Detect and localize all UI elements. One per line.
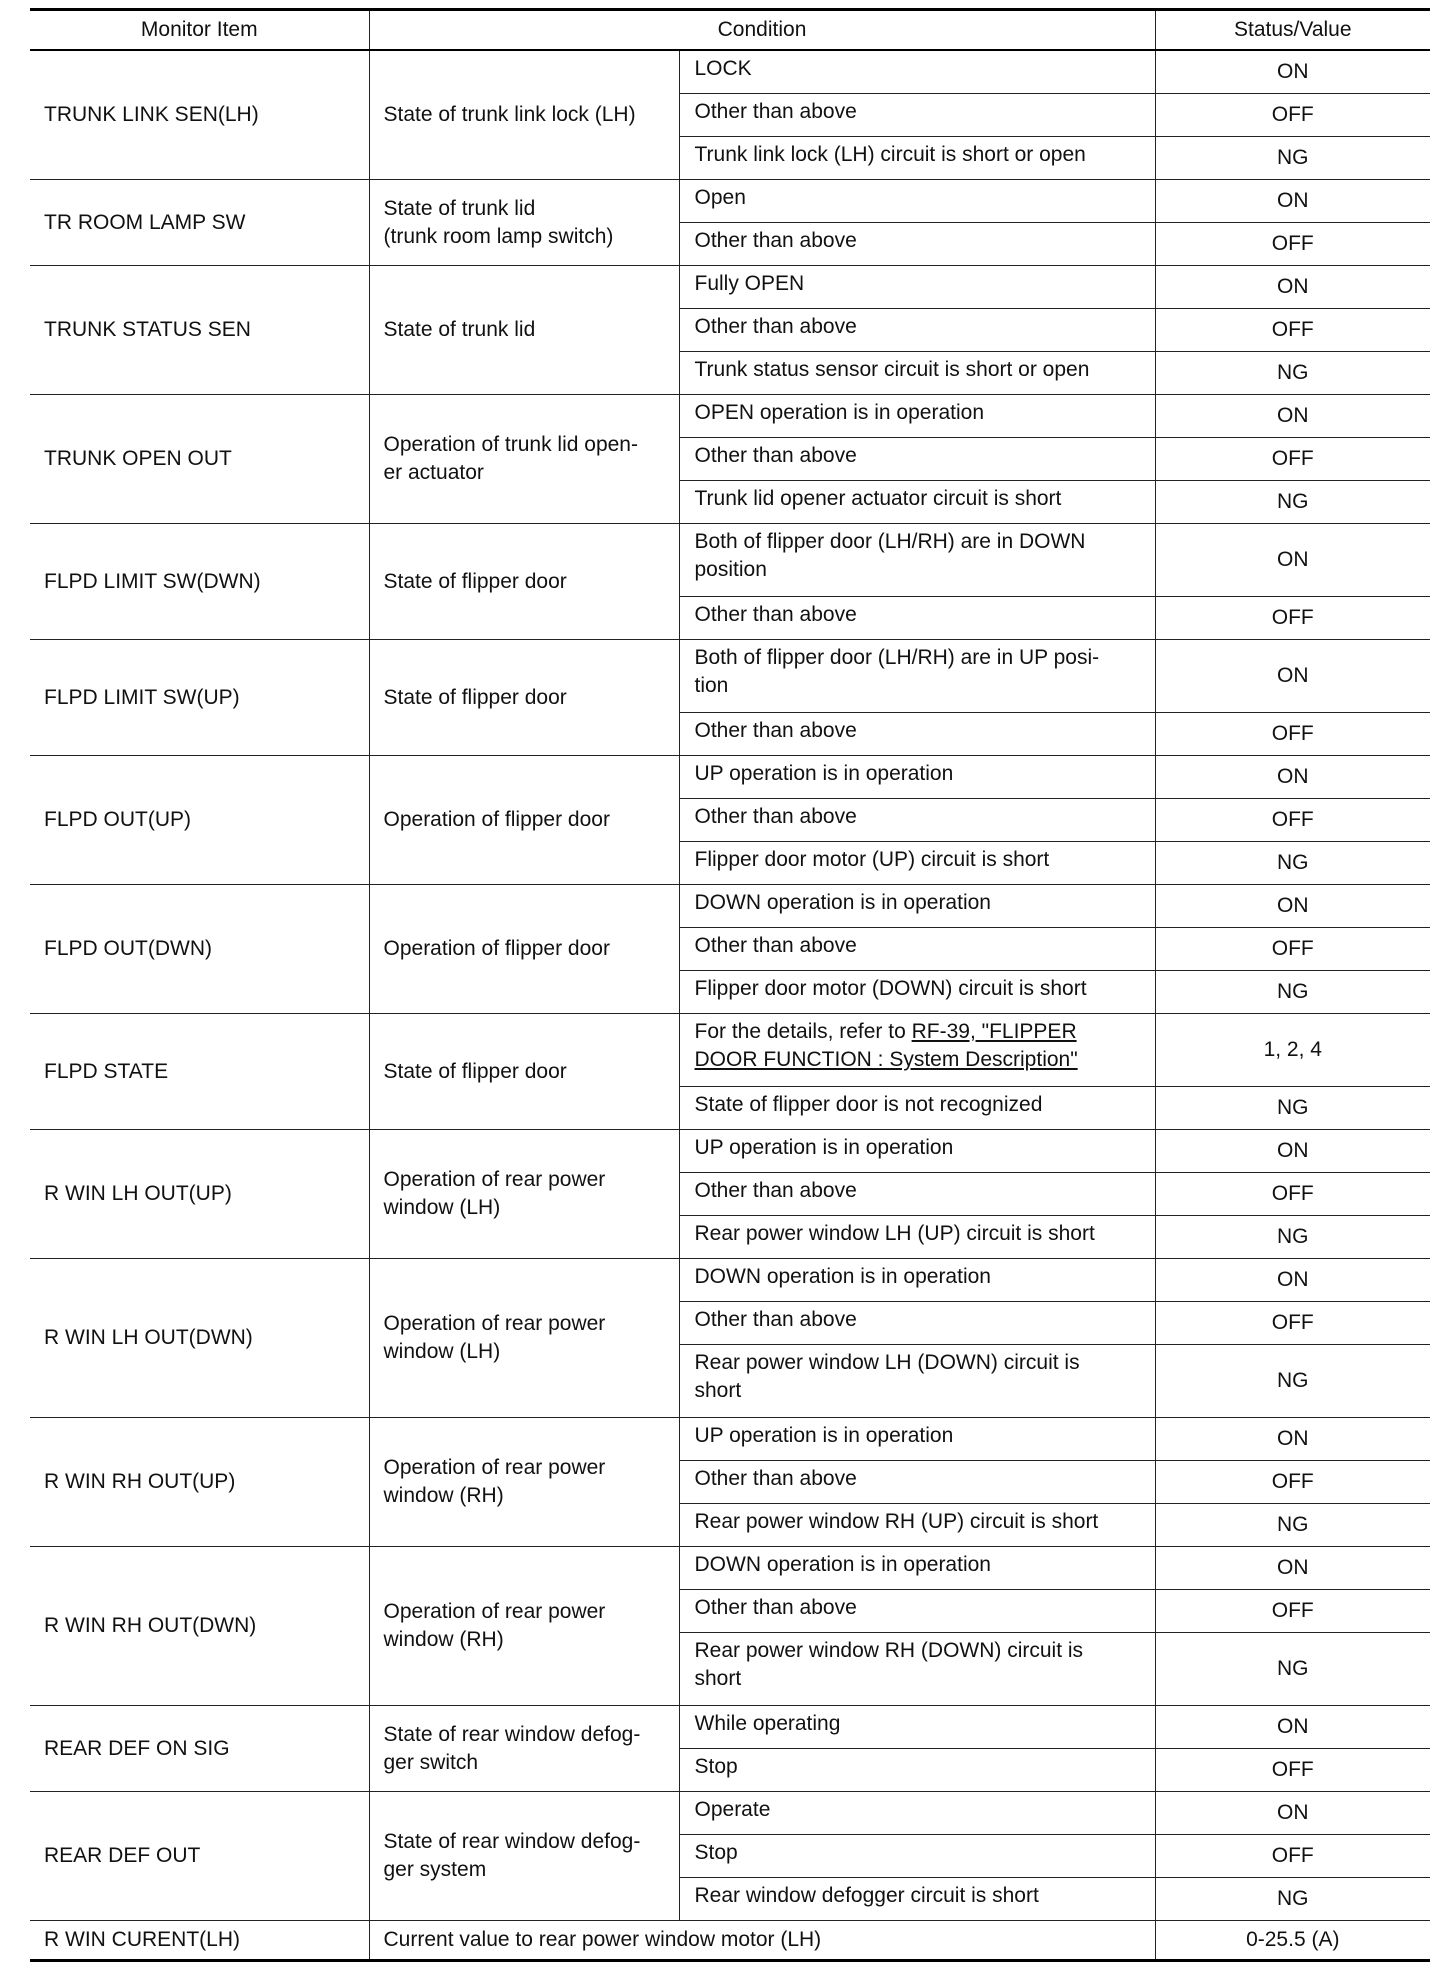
monitor-item-table	[30, 8, 1430, 1962]
condition-detail-cell	[679, 1547, 1155, 1590]
status-value-cell: ON	[1155, 395, 1430, 438]
condition-cell: Operation of rear power window (RH)	[369, 1547, 679, 1706]
status-value-cell: ON	[1155, 885, 1430, 928]
monitor-item-cell: REAR DEF ON SIG	[30, 1706, 369, 1792]
status-value-cell: ON	[1155, 50, 1430, 94]
table-row	[30, 1418, 1430, 1461]
monitor-item-cell: R WIN LH OUT(UP)	[30, 1130, 369, 1259]
condition-cell: State of trunk lid (trunk room lamp switch)	[369, 180, 679, 266]
monitor-item-cell: R WIN RH OUT(UP)	[30, 1418, 369, 1547]
condition-cell: Operation of flipper door	[369, 756, 679, 885]
condition-detail-cell	[679, 756, 1155, 799]
condition-detail-text: Other than above	[694, 719, 857, 742]
table-row	[30, 524, 1430, 597]
condition-detail-text: Trunk lid opener actuator circuit is short	[694, 487, 1062, 510]
condition-detail-text: Flipper door motor (UP) circuit is short	[694, 848, 1050, 871]
status-value-cell: ON	[1155, 1706, 1430, 1749]
condition-cell: Operation of trunk lid open- er actuator	[369, 395, 679, 524]
condition-detail-text: Other than above	[694, 934, 857, 957]
condition-detail-cell	[679, 1418, 1155, 1461]
status-value-cell: ON	[1155, 524, 1430, 597]
status-value-cell: NG	[1155, 1345, 1430, 1418]
condition-detail-text: Operate	[694, 1798, 771, 1821]
condition-detail-text: LOCK	[694, 57, 752, 80]
monitor-item-cell: FLPD STATE	[30, 1014, 369, 1130]
condition-detail-text: Both of flipper door (LH/RH) are in DOWN position	[694, 530, 1086, 581]
status-value-cell: 1, 2, 4	[1155, 1014, 1430, 1087]
condition-detail-text: Rear window defogger circuit is short	[694, 1884, 1039, 1907]
header-monitor-item: Monitor Item	[30, 10, 369, 51]
condition-detail-text: UP operation is in operation	[694, 762, 954, 785]
condition-cell: State of flipper door	[369, 640, 679, 756]
condition-detail-text: Other than above	[694, 1596, 857, 1619]
status-value-cell: ON	[1155, 640, 1430, 713]
condition-detail-text: Other than above	[694, 1467, 857, 1490]
status-value-cell: ON	[1155, 1130, 1430, 1173]
status-value-cell: NG	[1155, 1504, 1430, 1547]
condition-detail-cell	[679, 1173, 1155, 1216]
condition-detail-cell	[679, 1216, 1155, 1259]
table-row	[30, 885, 1430, 928]
status-value-cell: NG	[1155, 1216, 1430, 1259]
table-row	[30, 266, 1430, 309]
condition-detail-text: UP operation is in operation	[694, 1424, 954, 1447]
monitor-item-cell: FLPD LIMIT SW(DWN)	[30, 524, 369, 640]
condition-detail-text: DOWN operation is in operation	[694, 891, 991, 914]
status-value-cell: OFF	[1155, 1173, 1430, 1216]
table-row	[30, 50, 1430, 94]
condition-detail-cell	[679, 1792, 1155, 1835]
condition-cell: State of rear window defog- ger system	[369, 1792, 679, 1921]
status-value-cell: NG	[1155, 481, 1430, 524]
condition-detail-text: Flipper door motor (DOWN) circuit is short	[694, 977, 1087, 1000]
monitor-item-table-page	[30, 8, 1430, 1962]
condition-detail-text: UP operation is in operation	[694, 1136, 954, 1159]
status-value-cell: OFF	[1155, 223, 1430, 266]
condition-cell: State of flipper door	[369, 1014, 679, 1130]
condition-detail-cell	[679, 1749, 1155, 1792]
condition-detail-cell	[679, 885, 1155, 928]
header-condition: Condition	[369, 10, 1155, 51]
condition-detail-text: Other than above	[694, 1179, 857, 1202]
status-value-cell: OFF	[1155, 1749, 1430, 1792]
table-row	[30, 1706, 1430, 1749]
condition-detail-cell	[679, 1590, 1155, 1633]
condition-cell: Operation of rear power window (LH)	[369, 1130, 679, 1259]
condition-detail-text: Other than above	[694, 100, 857, 123]
status-value-cell: OFF	[1155, 799, 1430, 842]
condition-detail-cell	[679, 1087, 1155, 1130]
table-row	[30, 180, 1430, 223]
table-row	[30, 1130, 1430, 1173]
status-value-cell: OFF	[1155, 1835, 1430, 1878]
condition-detail-text: Other than above	[694, 603, 857, 626]
condition-detail-text: Open	[694, 186, 746, 209]
reference-link[interactable]: RF-39, "FLIPPER DOOR FUNCTION : System Description"	[694, 1020, 1078, 1071]
condition-cell: State of rear window defog- ger switch	[369, 1706, 679, 1792]
condition-detail-cell	[679, 799, 1155, 842]
condition-detail-cell	[679, 1706, 1155, 1749]
monitor-item-cell: FLPD OUT(UP)	[30, 756, 369, 885]
condition-detail-text: Other than above	[694, 229, 857, 252]
monitor-item-cell: FLPD LIMIT SW(UP)	[30, 640, 369, 756]
condition-cell: Current value to rear power window motor (LH)	[369, 1921, 1155, 1961]
condition-detail-cell	[679, 1504, 1155, 1547]
condition-detail-cell	[679, 640, 1155, 713]
status-value-cell: NG	[1155, 1878, 1430, 1921]
condition-detail-text: Other than above	[694, 444, 857, 467]
status-value-cell: OFF	[1155, 1302, 1430, 1345]
status-value-cell: OFF	[1155, 309, 1430, 352]
status-value-cell: NG	[1155, 971, 1430, 1014]
status-value-cell: NG	[1155, 1633, 1430, 1706]
condition-detail-text: While operating	[694, 1712, 841, 1735]
condition-cell: Operation of rear power window (RH)	[369, 1418, 679, 1547]
status-value-cell: ON	[1155, 266, 1430, 309]
condition-detail-cell	[679, 597, 1155, 640]
condition-detail-text: Trunk link lock (LH) circuit is short or open	[694, 143, 1086, 166]
condition-detail-cell	[679, 971, 1155, 1014]
condition-detail-text: Rear power window RH (UP) circuit is short	[694, 1510, 1099, 1533]
condition-cell: State of trunk lid	[369, 266, 679, 395]
monitor-item-cell: TRUNK LINK SEN(LH)	[30, 50, 369, 180]
monitor-item-cell: FLPD OUT(DWN)	[30, 885, 369, 1014]
monitor-item-cell: R WIN CURENT(LH)	[30, 1921, 369, 1961]
condition-detail-cell	[679, 524, 1155, 597]
condition-detail-cell	[679, 438, 1155, 481]
condition-detail-cell	[679, 180, 1155, 223]
table-row	[30, 640, 1430, 713]
table-row	[30, 1547, 1430, 1590]
condition-detail-cell	[679, 1259, 1155, 1302]
condition-detail-text: Both of flipper door (LH/RH) are in UP posi- tion	[694, 646, 1100, 697]
condition-detail-cell	[679, 223, 1155, 266]
monitor-item-cell: TRUNK STATUS SEN	[30, 266, 369, 395]
condition-detail-text: OPEN operation is in operation	[694, 401, 984, 424]
condition-detail-cell	[679, 1130, 1155, 1173]
condition-detail-cell	[679, 481, 1155, 524]
condition-detail-cell	[679, 1345, 1155, 1418]
status-value-cell: ON	[1155, 180, 1430, 223]
condition-detail-cell	[679, 1014, 1155, 1087]
status-value-cell: NG	[1155, 352, 1430, 395]
condition-cell: State of flipper door	[369, 524, 679, 640]
table-row	[30, 1014, 1430, 1087]
status-value-cell: NG	[1155, 842, 1430, 885]
status-value-cell: ON	[1155, 1259, 1430, 1302]
status-value-cell: OFF	[1155, 1461, 1430, 1504]
condition-detail-text: Other than above	[694, 1308, 857, 1331]
condition-cell: Operation of rear power window (LH)	[369, 1259, 679, 1418]
condition-detail-text: Stop	[694, 1841, 738, 1864]
condition-detail-text: Rear power window LH (UP) circuit is short	[694, 1222, 1095, 1245]
status-value-cell: OFF	[1155, 597, 1430, 640]
status-value-cell: OFF	[1155, 713, 1430, 756]
condition-detail-cell	[679, 1835, 1155, 1878]
condition-detail-cell	[679, 266, 1155, 309]
condition-cell: State of trunk link lock (LH)	[369, 50, 679, 180]
condition-cell: Operation of flipper door	[369, 885, 679, 1014]
condition-detail-text: Trunk status sensor circuit is short or open	[694, 358, 1090, 381]
condition-detail-text: Rear power window RH (DOWN) circuit is short	[694, 1639, 1084, 1690]
table-row	[30, 1921, 1430, 1961]
condition-detail-cell	[679, 713, 1155, 756]
status-value-cell: 0-25.5 (A)	[1155, 1921, 1430, 1961]
condition-detail-cell	[679, 50, 1155, 94]
status-value-cell: OFF	[1155, 928, 1430, 971]
monitor-item-cell: TR ROOM LAMP SW	[30, 180, 369, 266]
condition-detail-cell	[679, 395, 1155, 438]
condition-detail-cell	[679, 352, 1155, 395]
condition-detail-text: DOWN operation is in operation	[694, 1265, 991, 1288]
condition-detail-cell	[679, 842, 1155, 885]
monitor-item-cell: R WIN LH OUT(DWN)	[30, 1259, 369, 1418]
monitor-item-cell: TRUNK OPEN OUT	[30, 395, 369, 524]
condition-detail-cell	[679, 94, 1155, 137]
condition-detail-cell	[679, 1302, 1155, 1345]
table-body	[30, 50, 1430, 1961]
condition-detail-text: Other than above	[694, 315, 857, 338]
header-status-value: Status/Value	[1155, 10, 1430, 51]
table-row	[30, 756, 1430, 799]
condition-detail-cell	[679, 1461, 1155, 1504]
condition-detail-text: For the details, refer to	[694, 1020, 912, 1043]
monitor-item-cell: R WIN RH OUT(DWN)	[30, 1547, 369, 1706]
status-value-cell: ON	[1155, 1547, 1430, 1590]
header-row	[30, 10, 1430, 51]
status-value-cell: OFF	[1155, 1590, 1430, 1633]
condition-detail-text: Other than above	[694, 805, 857, 828]
condition-detail-cell	[679, 137, 1155, 180]
status-value-cell: ON	[1155, 1418, 1430, 1461]
condition-detail-cell	[679, 309, 1155, 352]
status-value-cell: NG	[1155, 137, 1430, 180]
status-value-cell: ON	[1155, 1792, 1430, 1835]
condition-detail-cell	[679, 1878, 1155, 1921]
condition-detail-text: DOWN operation is in operation	[694, 1553, 991, 1576]
table-row	[30, 1792, 1430, 1835]
condition-detail-cell	[679, 928, 1155, 971]
monitor-item-cell: REAR DEF OUT	[30, 1792, 369, 1921]
status-value-cell: OFF	[1155, 438, 1430, 481]
condition-detail-text: State of flipper door is not recognized	[694, 1093, 1043, 1116]
status-value-cell: ON	[1155, 756, 1430, 799]
condition-detail-text: Fully OPEN	[694, 272, 805, 295]
status-value-cell: OFF	[1155, 94, 1430, 137]
status-value-cell: NG	[1155, 1087, 1430, 1130]
condition-detail-cell	[679, 1633, 1155, 1706]
table-row	[30, 1259, 1430, 1302]
table-row	[30, 395, 1430, 438]
condition-detail-text: Rear power window LH (DOWN) circuit is short	[694, 1351, 1080, 1402]
condition-detail-text: Stop	[694, 1755, 738, 1778]
